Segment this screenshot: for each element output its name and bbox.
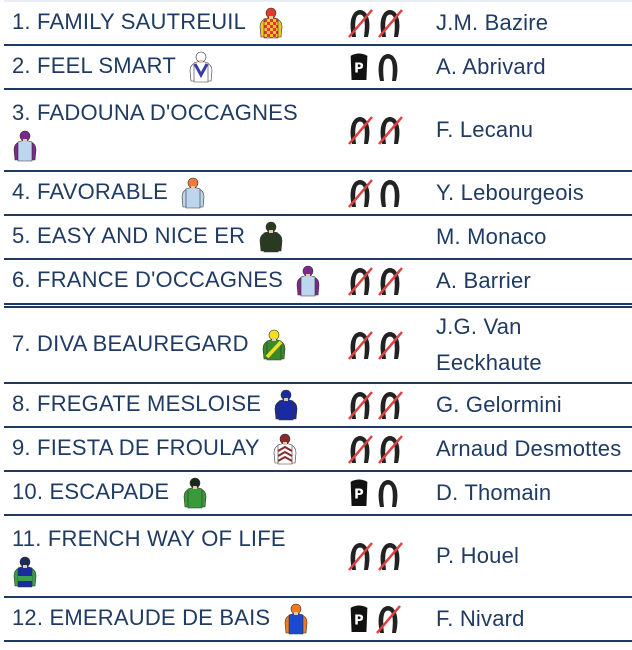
shoeing-cell <box>346 215 432 259</box>
shoe-icon <box>374 51 402 83</box>
silk-jersey-icon <box>273 389 299 421</box>
runner-row[interactable] <box>4 45 632 89</box>
driver-cell <box>432 89 632 171</box>
horse-name[interactable]: 11. FRENCH WAY OF LIFE <box>12 526 286 551</box>
shoeing-cell <box>346 471 432 515</box>
shoe-off-icon <box>376 389 404 421</box>
pad-icon <box>346 603 372 635</box>
silk-jersey-icon <box>180 177 206 209</box>
driver-cell <box>432 259 632 305</box>
horse-cell <box>4 383 346 427</box>
horse-cell <box>4 427 346 471</box>
silk-jersey-icon <box>295 265 321 297</box>
runner-row[interactable] <box>4 1 632 45</box>
horse-cell <box>4 1 346 45</box>
driver-name[interactable]: Y. Lebourgeois <box>436 180 584 205</box>
driver-cell <box>432 215 632 259</box>
shoeing-cell <box>346 45 432 89</box>
shoe-off-icon <box>376 114 404 146</box>
horse-name[interactable]: 10. ESCAPADE <box>12 478 170 504</box>
driver-cell <box>432 383 632 427</box>
silk-jersey-icon <box>258 221 284 253</box>
runner-row[interactable] <box>4 89 632 171</box>
runner-row[interactable] <box>4 215 632 259</box>
driver-name[interactable]: D. Thomain <box>436 480 552 505</box>
driver-name[interactable]: M. Monaco <box>436 224 547 249</box>
horse-name[interactable]: 3. FADOUNA D'OCCAGNES <box>12 100 298 125</box>
driver-cell <box>432 171 632 215</box>
svg-text:P: P <box>354 61 364 77</box>
driver-name[interactable]: A. Abrivard <box>436 54 546 79</box>
shoe-off-icon <box>346 329 374 361</box>
driver-name[interactable]: Eeckhaute <box>436 349 542 375</box>
horse-name[interactable]: 2. FEEL SMART <box>12 52 176 78</box>
horse-name[interactable]: 5. EASY AND NICE ER <box>12 222 246 248</box>
shoe-off-icon <box>376 540 404 572</box>
horse-name[interactable]: 6. FRANCE D'OCCAGNES <box>12 267 284 293</box>
horse-cell <box>4 215 346 259</box>
horse-cell <box>4 597 346 641</box>
driver-name[interactable]: G. Gelormini <box>436 392 562 417</box>
shoeing-cell <box>346 515 432 597</box>
driver-name[interactable]: F. Lecanu <box>436 117 534 142</box>
horse-name[interactable]: 4. FAVORABLE <box>12 178 169 204</box>
silk-jersey-icon <box>261 329 287 361</box>
driver-name[interactable]: J.G. Van <box>436 313 522 339</box>
driver-name[interactable]: P. Houel <box>436 543 520 568</box>
horse-cell <box>4 305 346 383</box>
pad-icon <box>346 477 372 509</box>
shoe-off-icon <box>346 114 374 146</box>
shoe-off-icon <box>346 433 374 465</box>
driver-name[interactable]: Arnaud Desmottes <box>436 436 622 461</box>
driver-cell <box>432 45 632 89</box>
silk-jersey-icon <box>283 603 309 635</box>
shoeing-cell <box>346 259 432 305</box>
shoe-off-icon <box>374 603 402 635</box>
horse-cell <box>4 471 346 515</box>
silk-jersey-icon <box>272 433 298 465</box>
shoe-off-icon <box>376 329 404 361</box>
silk-jersey-icon <box>188 51 214 83</box>
horse-cell <box>4 89 346 171</box>
shoe-off-icon <box>376 265 404 297</box>
shoe-off-icon <box>346 265 374 297</box>
runner-row[interactable] <box>4 259 632 305</box>
horse-cell <box>4 45 346 89</box>
runner-row[interactable] <box>4 305 632 383</box>
driver-cell <box>432 597 632 641</box>
shoe-icon <box>374 477 402 509</box>
driver-name[interactable]: J.M. Bazire <box>436 10 549 35</box>
runner-row[interactable] <box>4 597 632 641</box>
silk-jersey-icon <box>12 130 38 162</box>
runners-table <box>4 0 632 642</box>
svg-text:P: P <box>354 487 364 503</box>
horse-cell <box>4 515 346 597</box>
shoe-off-icon <box>346 389 374 421</box>
silk-jersey-icon <box>182 477 208 509</box>
shoe-off-icon <box>346 7 374 39</box>
shoeing-cell <box>346 1 432 45</box>
horse-cell <box>4 171 346 215</box>
silk-jersey-icon <box>258 7 284 39</box>
runner-row[interactable] <box>4 427 632 471</box>
shoeing-cell <box>346 383 432 427</box>
driver-cell <box>432 1 632 45</box>
silk-jersey-icon <box>12 556 38 588</box>
runner-row[interactable] <box>4 383 632 427</box>
shoe-off-icon <box>346 177 374 209</box>
shoeing-cell <box>346 89 432 171</box>
horse-name[interactable]: 9. FIESTA DE FROULAY <box>12 434 260 460</box>
pad-icon <box>346 51 372 83</box>
driver-cell <box>432 471 632 515</box>
runner-row[interactable] <box>4 515 632 597</box>
horse-name[interactable]: 7. DIVA BEAUREGARD <box>12 330 249 356</box>
horse-name[interactable]: 8. FREGATE MESLOISE <box>12 390 262 416</box>
driver-name[interactable]: A. Barrier <box>436 268 531 294</box>
horse-cell <box>4 259 346 305</box>
shoeing-cell <box>346 305 432 383</box>
shoe-off-icon <box>376 433 404 465</box>
shoe-off-icon <box>346 540 374 572</box>
shoeing-cell <box>346 171 432 215</box>
runner-row[interactable] <box>4 171 632 215</box>
horse-name[interactable]: 12. EMERAUDE DE BAIS <box>12 604 271 630</box>
horse-name[interactable]: 1. FAMILY SAUTREUIL <box>12 8 246 34</box>
runner-row[interactable] <box>4 471 632 515</box>
svg-text:P: P <box>354 613 364 629</box>
shoe-icon <box>376 177 404 209</box>
driver-cell <box>432 305 632 383</box>
driver-cell <box>432 515 632 597</box>
driver-name[interactable]: F. Nivard <box>436 606 525 631</box>
shoeing-cell <box>346 427 432 471</box>
shoeing-cell <box>346 597 432 641</box>
shoe-off-icon <box>376 7 404 39</box>
driver-cell <box>432 427 632 471</box>
